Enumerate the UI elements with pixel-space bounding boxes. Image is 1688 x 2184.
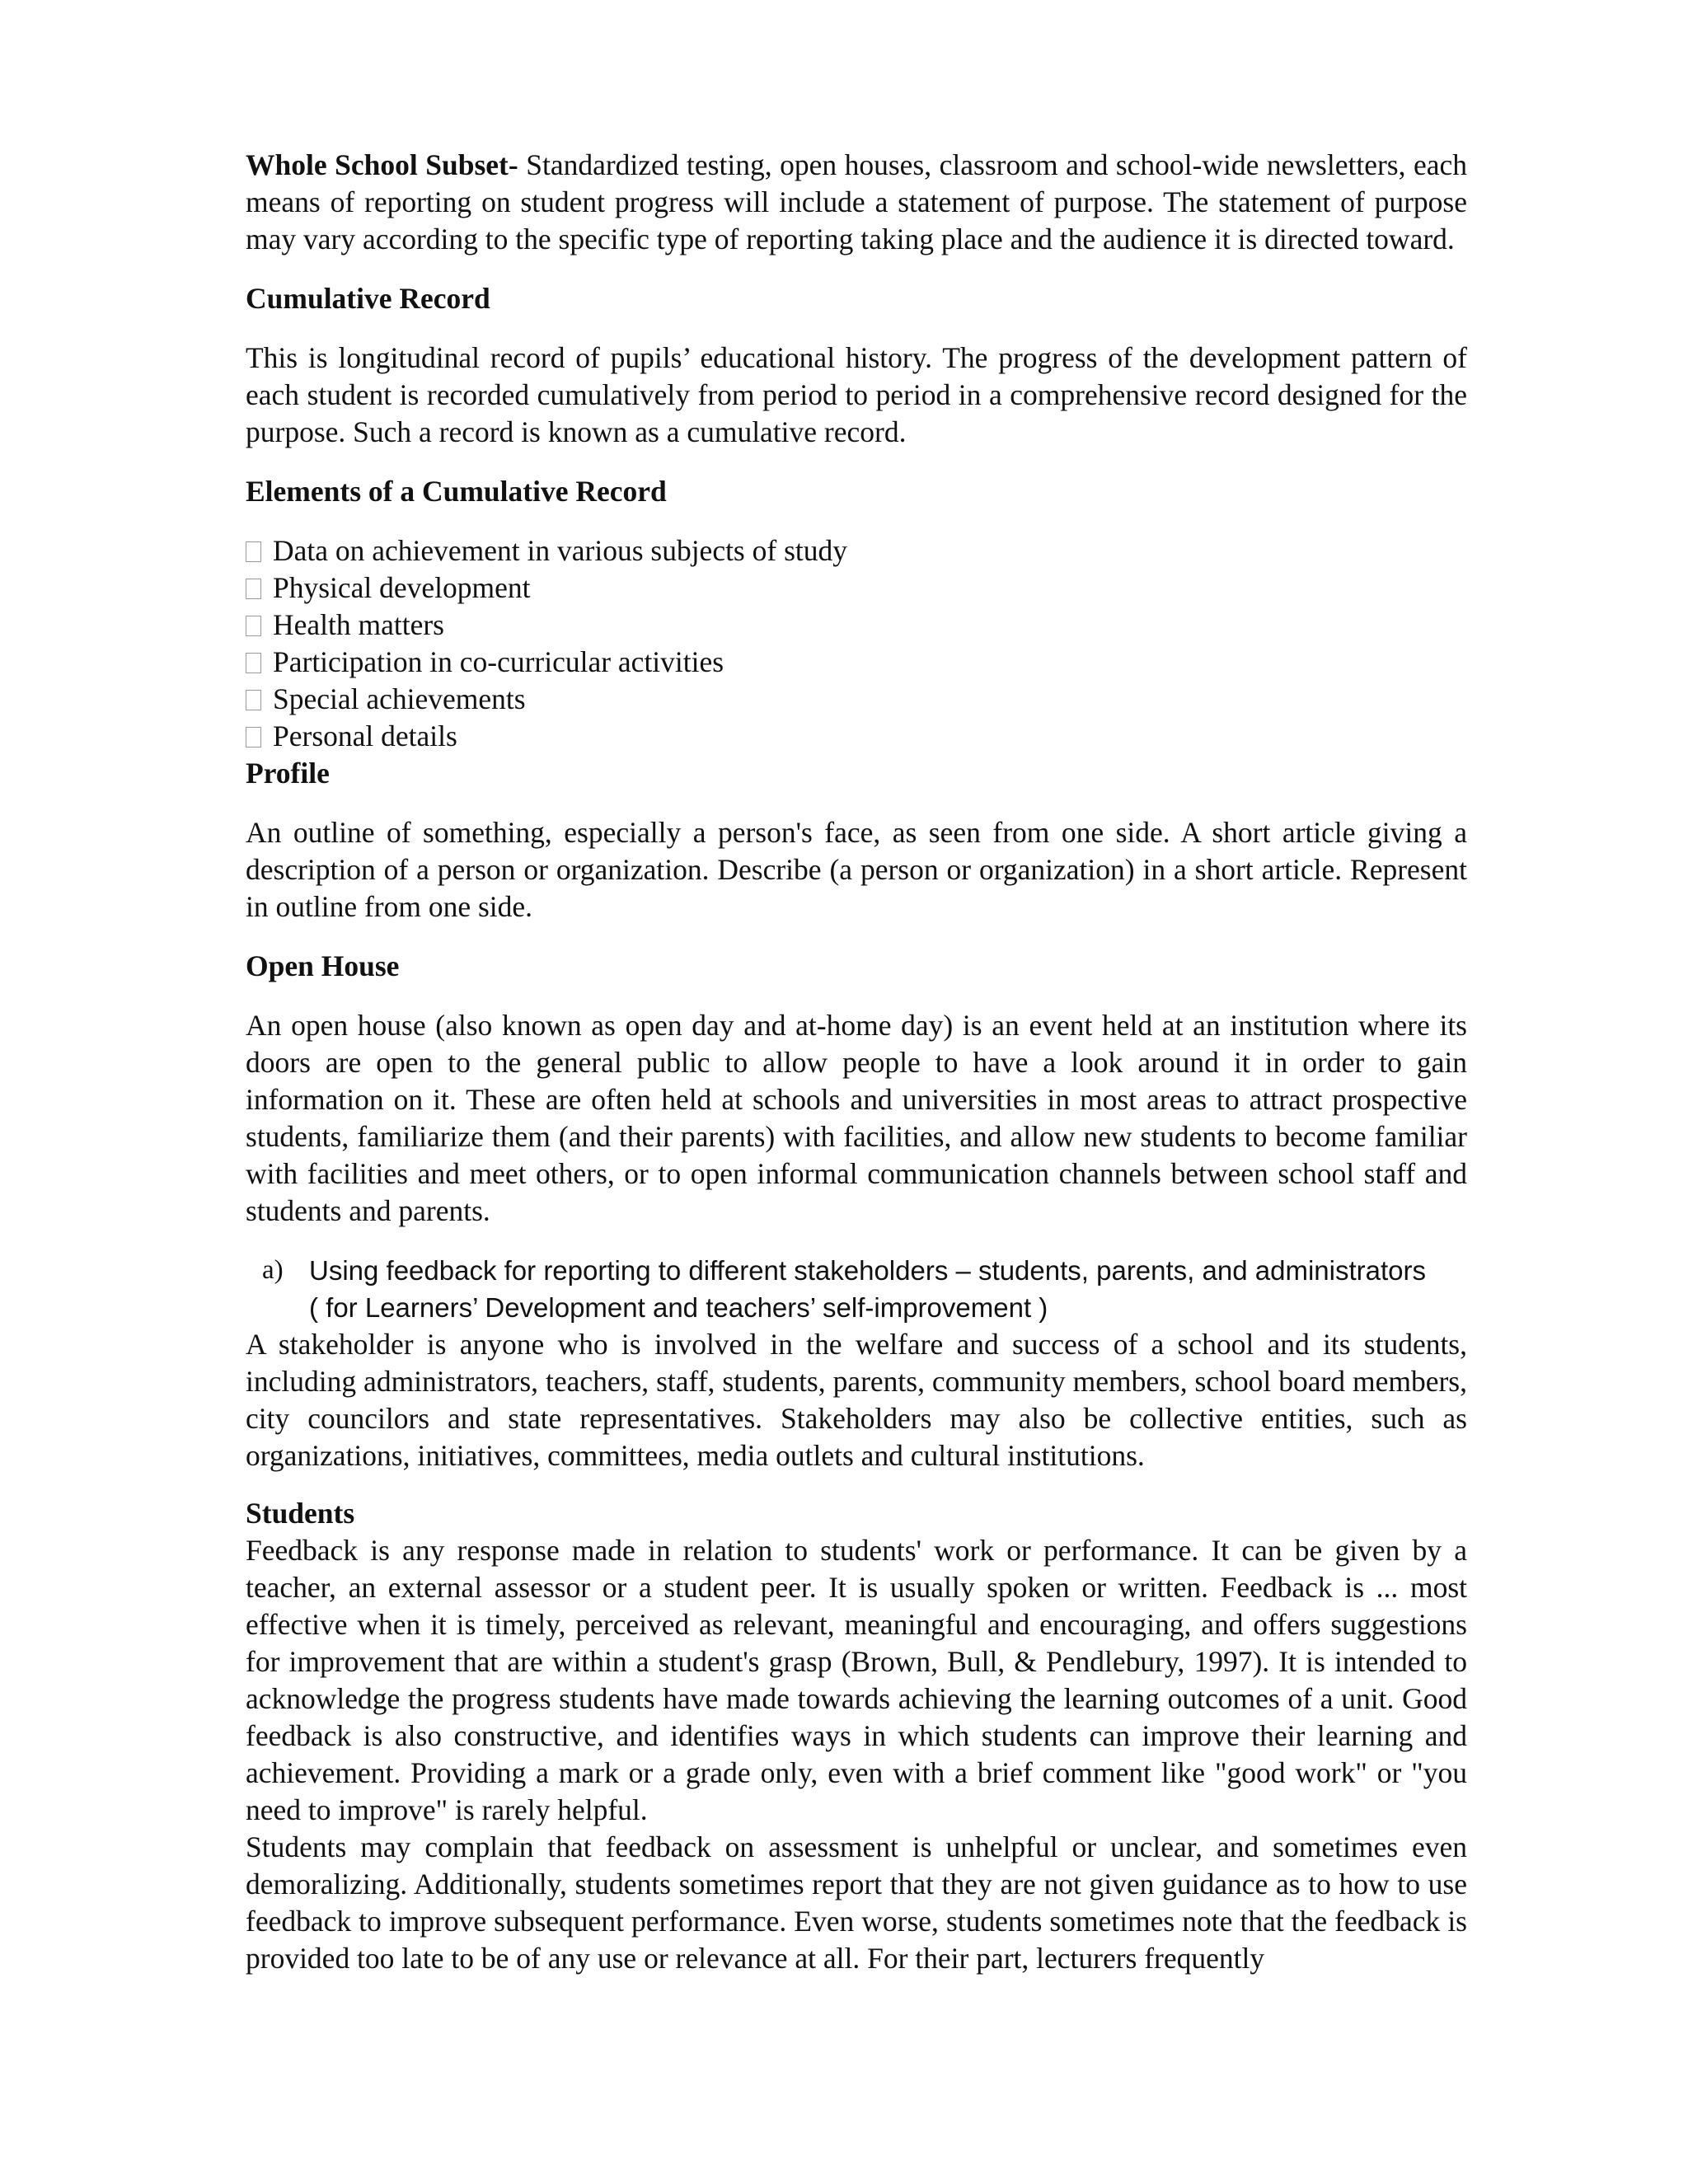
document-page [246,147,1467,1977]
list-item [246,607,1467,644]
stakeholder-paragraph: A stakeholder is anyone who is involved in the welfare and success of a school and its students, including administrators, teachers, staff, students, parents, community members, school board members, city councilors and state representatives. Stakeholders may also be collective entities, such as organizations, initiatives, committees, media outlets and cultural institutions. [246,1328,1467,1472]
cumulative-record-heading: Cumulative Record [246,282,490,315]
list-item [246,569,1467,607]
open-house-paragraph: An open house (also known as open day and at-home day) is an event held at an institution where its doors are open to the general public to allow people to have a look around it in order to gain information on it. These are often held at schools and universities in most areas to attract prospective students, familiarize them (and their parents) with facilities, and allow new students to become familiar with facilities and meet others, or to open informal communication channels between school staff and students and parents. [246,1009,1467,1227]
students-heading: Students [246,1497,355,1530]
list-marker: a) [262,1255,284,1285]
checkbox-bullet-icon [246,541,261,562]
profile-heading: Profile [246,757,330,790]
list-item-label: Health matters [273,608,444,641]
checkbox-bullet-icon [246,579,261,599]
checkbox-bullet-icon [246,690,261,710]
list-item-label: Data on achievement in various subjects of study [273,534,847,567]
intro-paragraph [246,147,1467,258]
list-item [246,681,1467,718]
list-item-label: Participation in co-curricular activities [273,645,724,678]
open-house-heading: Open House [246,949,400,982]
elements-list [246,532,1467,755]
list-item [246,718,1467,755]
checkbox-bullet-icon [246,653,261,673]
list-item-label: Personal details [273,719,457,752]
cumulative-record-paragraph: This is longitudinal record of pupils’ educational history. The progress of the development pattern of each student is recorded cumulatively from period to period in a comprehensive record designed for the purpose. Such a record is known as a cumulative record. [246,341,1467,448]
students-paragraph-1: Feedback is any response made in relation to students' work or performance. It can be given by a teacher, an external assessor or a student peer. It is usually spoken or written. Feedback is ... most effective when it is timely, perceived as relevant, meaningful and encouraging, and offers suggestions for improvement that are within a student's grasp (Brown, Bull, & Pendlebury, 1997). It is intended to acknowledge the progress students have made towards achieving the learning outcomes of a unit. Good feedback is also constructive, and identifies ways in which students can improve their learning and achievement. Providing a mark or a grade only, even with a brief comment like "good work" or "you need to improve" is rarely helpful. [246,1534,1467,1826]
elements-heading: Elements of a Cumulative Record [246,475,667,508]
feedback-list-item [246,1252,1467,1326]
intro-text: Standardized testing, open houses, classroom and school-wide newsletters, each means of reporting on student progress will include a statement of purpose. The statement of purpose may vary according to the specific type of reporting taking place and the audience it is directed toward. [246,148,1467,255]
checkbox-bullet-icon [246,616,261,636]
list-item [246,532,1467,569]
intro-bold-lead: Whole School Subset- [246,148,518,181]
list-item-label: Physical development [273,571,531,604]
checkbox-bullet-icon [246,727,261,748]
list-item-label: Special achievements [273,682,526,715]
profile-paragraph: An outline of something, especially a person's face, as seen from one side. A short article giving a description of a person or organization. Describe (a person or organization) in a short article. Represent in outline from one side. [246,816,1467,923]
students-paragraph-2: Students may complain that feedback on assessment is unhelpful or unclear, and sometimes even demoralizing. Additionally, students sometimes report that they are not given guidance as to how to use feedback to improve subsequent performance. Even worse, students sometimes note that the feedback is provided too late to be of any use or relevance at all. For their part, lecturers frequently [246,1830,1467,1975]
feedback-item-title: Using feedback for reporting to different stakeholders – students, parents, and administrators [309,1255,1426,1286]
feedback-item-subtitle: ( for Learners’ Development and teachers’ self-improvement ) [309,1292,1048,1323]
list-item [246,644,1467,681]
